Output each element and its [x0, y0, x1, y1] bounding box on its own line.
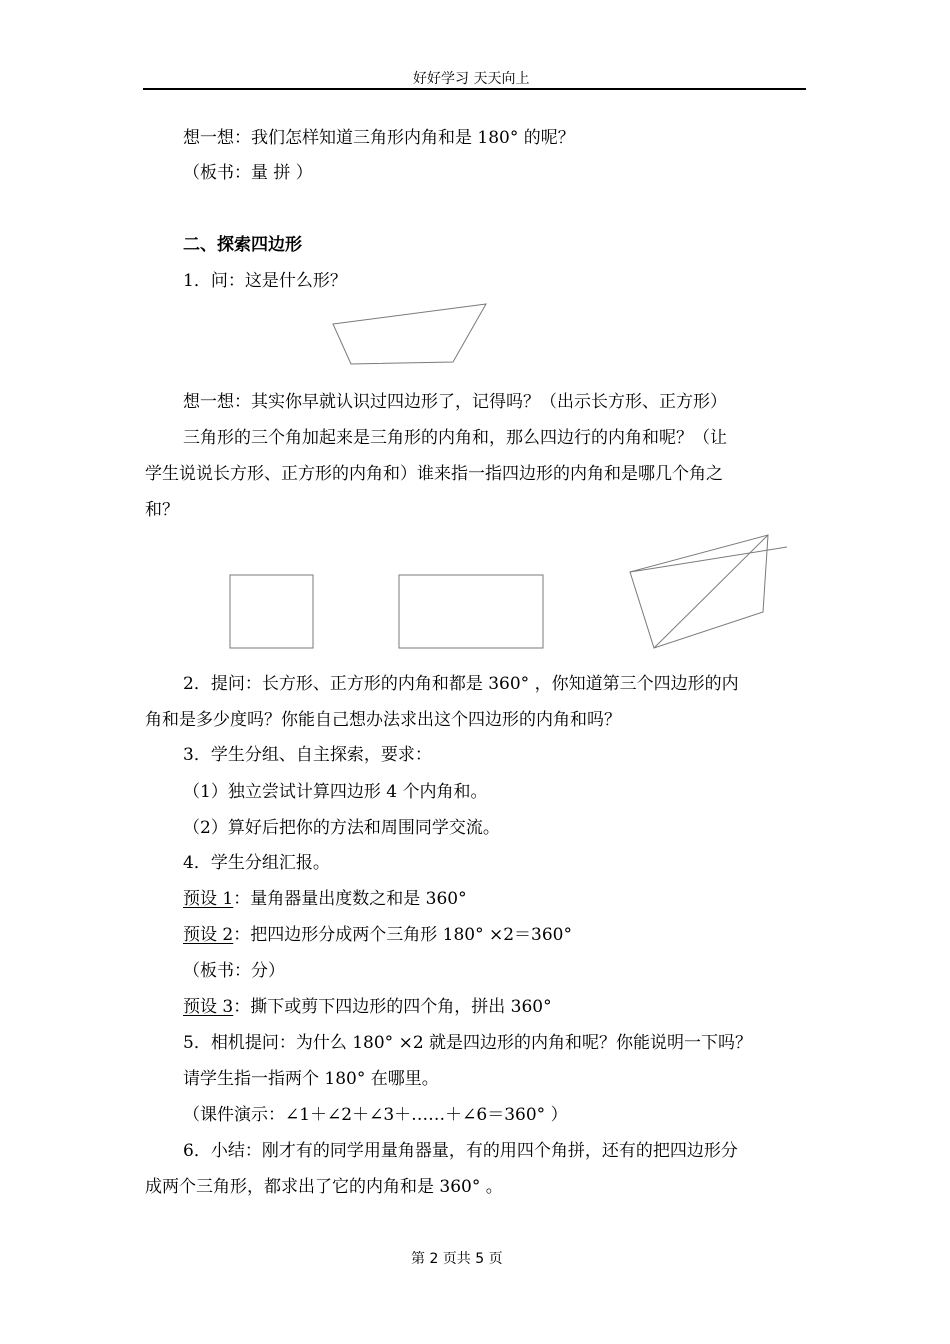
question-3: 3．学生分组、自主探索，要求： [183, 745, 432, 765]
summary-line-1: 6．小结：刚才有的同学用量角器量，有的用四个角拼，还有的把四边形分 [183, 1141, 738, 1161]
question-2-line-1: 2．提问：长方形、正方形的内角和都是 360° ，你知道第三个四边形的内 [183, 674, 739, 694]
requirement-2: （2）算好后把你的方法和周围同学交流。 [183, 818, 500, 838]
irregular-quadrilateral-figure [630, 535, 768, 648]
preset-3-text: ：撕下或剪下四边形的四个角，拼出 360° [233, 997, 552, 1017]
preset-2-text: ：把四边形分成两个三角形 180° ×2＝360° [233, 925, 572, 945]
rectangle-figure [399, 575, 543, 648]
quadrilateral-figure [333, 304, 486, 364]
paragraph-1-line-3: 和？ [145, 500, 179, 520]
board-note-1: （板书：量 拼 ） [183, 163, 313, 183]
requirement-1: （1）独立尝试计算四边形 4 个内角和。 [183, 782, 488, 802]
question-5-line-1: 5．相机提问：为什么 180° ×2 就是四边形的内角和呢？你能说明一下吗？ [183, 1033, 753, 1053]
summary-line-2: 成两个三角形，都求出了它的内角和是 360° 。 [145, 1177, 503, 1197]
think-line-2: 想一想：其实你早就认识过四边形了，记得吗？（出示长方形、正方形） [183, 392, 727, 412]
preset-1-label: 预设 1 [183, 889, 234, 909]
question-5-line-2: 请学生指一指两个 180° 在哪里。 [183, 1069, 439, 1089]
courseware-demo: （课件演示：∠1＋∠2＋∠3＋……＋∠6＝360° ） [183, 1105, 568, 1125]
section-heading: 二、探索四边形 [183, 235, 302, 255]
preset-1-text: ：量角器量出度数之和是 360° [233, 889, 467, 909]
question-4: 4．学生分组汇报。 [183, 853, 330, 873]
preset-1 [183, 889, 467, 909]
paragraph-1-line-2: 学生说说长方形、正方形的内角和）谁来指一指四边形的内角和是哪几个角之 [145, 464, 723, 484]
paragraph-1-line-1: 三角形的三个角加起来是三角形的内角和，那么四边行的内角和呢？（让 [183, 428, 727, 448]
preset-3-label: 预设 3 [183, 997, 234, 1017]
think-line-1: 想一想：我们怎样知道三角形内角和是 180° 的呢？ [183, 128, 575, 148]
preset-3 [183, 997, 552, 1017]
question-2-line-2: 角和是多少度吗？你能自己想办法求出这个四边形的内角和吗？ [145, 710, 621, 730]
square-figure [230, 575, 313, 648]
diagonal-line [654, 535, 768, 648]
page-number: 第 2 页共 5 页 [411, 1251, 503, 1267]
board-note-2: （板书：分） [183, 961, 285, 981]
preset-2-label: 预设 2 [183, 925, 234, 945]
question-1: 1．问：这是什么形？ [183, 271, 347, 291]
page-header-title: 好好学习 天天向上 [413, 71, 530, 87]
preset-2 [183, 925, 572, 945]
